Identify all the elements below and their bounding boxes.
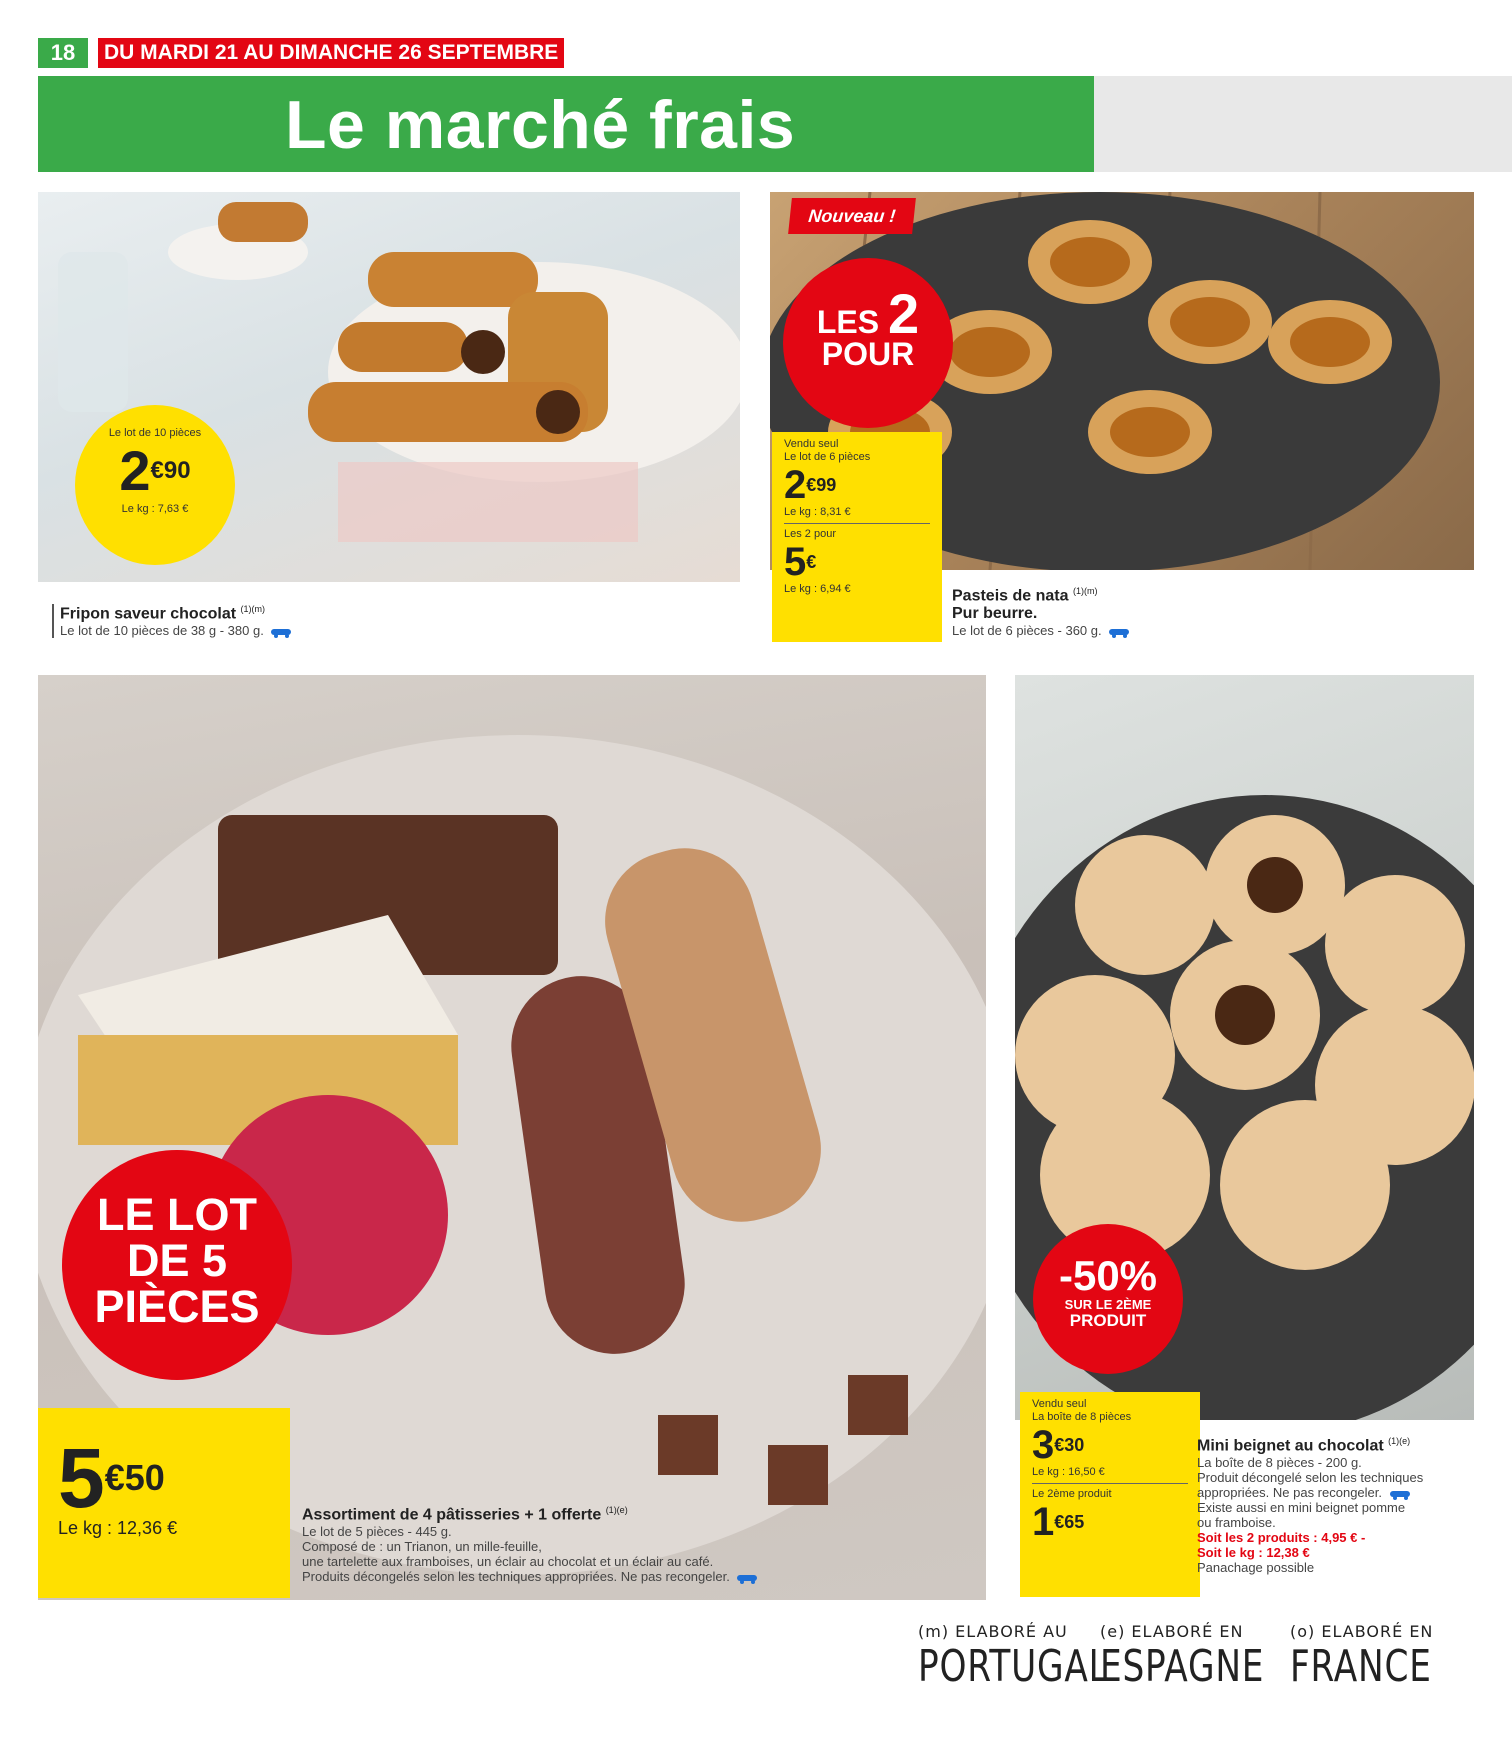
two-for-badge (783, 258, 953, 428)
origin-mark: (e) (1100, 1622, 1126, 1641)
beignet-single-kg: Le kg : 16,50 € (1032, 1466, 1105, 1478)
beignet-desc4: Existe aussi en mini beignet pomme (1197, 1500, 1406, 1516)
origin-country: PORTUGAL (918, 1641, 1109, 1692)
page-title: Le marché frais (285, 87, 796, 163)
origin-mark: (o) (1290, 1622, 1316, 1641)
beignet-second-int: 1 (1032, 1500, 1055, 1544)
assortiment-desc2: Composé de : un Trianon, un mille-feuille, (302, 1539, 542, 1555)
pasteis-two-label: Les 2 pour (784, 528, 836, 540)
origin-france (1290, 1622, 1472, 1692)
pasteis-single-label: Vendu seul (784, 438, 839, 450)
pasteis-two-kg: Le kg : 6,94 € (784, 583, 851, 595)
date-range: DU MARDI 21 AU DIMANCHE 26 SEPTEMBRE (98, 38, 564, 68)
delivery-car-icon (1105, 626, 1133, 638)
origin-small: ELABORÉ AU (955, 1622, 1068, 1641)
beignet-single-label: Vendu seul (1032, 1398, 1087, 1410)
two-for-top: LES (816, 304, 880, 340)
discount-sub: SUR LE 2ÈME (1064, 1297, 1152, 1312)
delivery-car-icon (1386, 1488, 1414, 1500)
beignet-second-cur: € (1054, 1512, 1065, 1532)
origin-country: FRANCE (1290, 1641, 1432, 1692)
discount-badge (1033, 1224, 1183, 1374)
fripon-price-int: 2 (119, 439, 151, 502)
fripon-price-cur: € (150, 457, 164, 484)
page-number: 18 (38, 38, 88, 68)
pasteis-single-lot: Le lot de 6 pièces (784, 451, 871, 463)
fripon-desc: Le lot de 10 pièces de 38 g - 380 g. (60, 623, 264, 639)
beignet-price-box (1020, 1392, 1200, 1597)
beignet-desc2: Produit décongelé selon les techniques (1197, 1470, 1424, 1486)
pasteis-two-cur: € (806, 552, 817, 572)
pasteis-line2: Pur beurre. (952, 605, 1038, 623)
assortiment-price-kg: Le kg : 12,36 € (58, 1518, 178, 1538)
beignet-single-price (1032, 1424, 1188, 1466)
fripon-price (75, 439, 235, 502)
beignet-desc6: Panachage possible (1197, 1560, 1315, 1576)
beignet-desc5: ou framboise. (1197, 1515, 1276, 1531)
delivery-car-icon (267, 626, 295, 638)
pasteis-single-int: 2 (784, 463, 807, 507)
discount-prod: PRODUIT (1069, 1311, 1147, 1330)
origin-mark: (m) (918, 1622, 950, 1641)
beignet-single-int: 3 (1032, 1423, 1055, 1467)
origin-espagne (1100, 1622, 1311, 1692)
fripon-price-dec: 90 (163, 457, 191, 484)
beignet-second-label: Le 2ème produit (1032, 1488, 1112, 1500)
origin-country: ESPAGNE (1100, 1641, 1265, 1692)
beignet-single-lot: La boîte de 8 pièces (1032, 1411, 1132, 1423)
pasteis-price-box (772, 432, 942, 642)
pasteis-single-dec: 99 (816, 475, 837, 495)
beignet-offer-total: Soit les 2 produits : 4,95 € - (1197, 1530, 1366, 1546)
beignet-single-cur: € (1054, 1435, 1065, 1455)
pasteis-name: Pasteis de nata (952, 587, 1069, 605)
fripon-price-kg: Le kg : 7,63 € (121, 503, 189, 515)
two-for-num: 2 (887, 282, 920, 345)
delivery-car-icon (733, 1572, 761, 1584)
pasteis-single-kg: Le kg : 8,31 € (784, 506, 851, 518)
beignet-name: Mini beignet au chocolat (1197, 1437, 1384, 1455)
pasteis-note: (1)(m) (1072, 586, 1098, 596)
assortiment-name: Assortiment de 4 pâtisseries + 1 offerte (302, 1506, 602, 1524)
lot-5-badge (62, 1150, 292, 1380)
lot-badge-line1: LE LOT (97, 1189, 257, 1240)
origin-small: ELABORÉ EN (1131, 1622, 1244, 1641)
origin-small: ELABORÉ EN (1321, 1622, 1434, 1641)
beignet-desc1: La boîte de 8 pièces - 200 g. (1197, 1455, 1362, 1471)
fripon-name: Fripon saveur chocolat (60, 605, 237, 623)
new-badge: Nouveau ! (788, 198, 916, 234)
pasteis-single-cur: € (806, 475, 817, 495)
pasteis-two-int: 5 (784, 540, 807, 584)
assortiment-desc3: une tartelette aux framboises, un éclair au chocolat et un éclair au café. (302, 1554, 714, 1570)
pasteis-desc: Le lot de 6 pièces - 360 g. (952, 623, 1102, 639)
assortiment-price-cur: € (104, 1457, 125, 1498)
beignet-second-price (1032, 1501, 1188, 1543)
assortiment-description (302, 1505, 761, 1584)
title-band-grey (1094, 76, 1512, 172)
discount-pct: -50% (1058, 1252, 1158, 1299)
assortiment-note: (1)(e) (605, 1505, 628, 1515)
fripon-lot-label: Le lot de 10 pièces (108, 427, 202, 439)
fripon-note: (1)(m) (240, 604, 265, 614)
beignet-desc3: appropriées. Ne pas recongeler. (1197, 1485, 1383, 1501)
pasteis-single-price (784, 464, 930, 506)
beignet-single-dec: 30 (1064, 1435, 1085, 1455)
beignet-description (1197, 1436, 1497, 1575)
beignet-offer-kg: Soit le kg : 12,38 € (1197, 1545, 1310, 1561)
assortiment-price-dec: 50 (124, 1457, 165, 1498)
assortiment-price-box (38, 1408, 290, 1598)
two-for-bottom: POUR (821, 336, 915, 372)
fripon-description (52, 604, 295, 638)
lot-badge-line2: DE 5 (126, 1235, 228, 1286)
beignet-second-dec: 65 (1064, 1512, 1085, 1532)
assortiment-desc4: Produits décongelés selon les techniques appropriées. Ne pas recongeler. (302, 1569, 730, 1585)
pasteis-two-price (784, 541, 930, 583)
pasteis-description (952, 586, 1133, 638)
assortiment-desc1: Le lot de 5 pièces - 445 g. (302, 1524, 452, 1540)
assortiment-price (58, 1431, 270, 1525)
lot-badge-line3: PIÈCES (94, 1281, 260, 1332)
beignet-note: (1)(e) (1388, 1436, 1411, 1446)
assortiment-price-int: 5 (58, 1431, 105, 1525)
fripon-price-badge (75, 405, 235, 565)
